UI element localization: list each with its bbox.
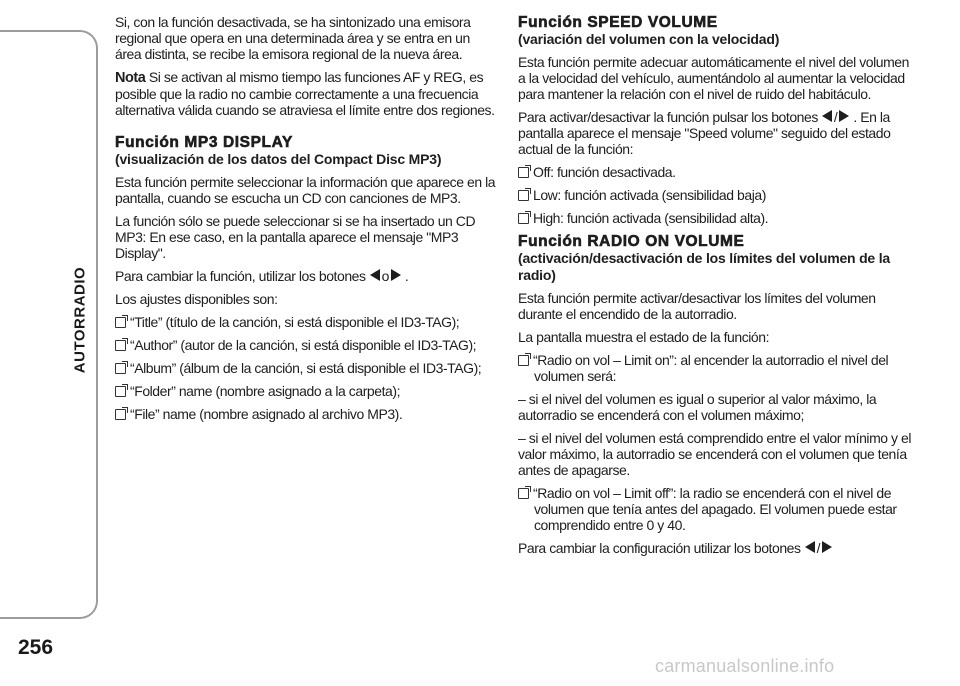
bullet-icon [518, 167, 529, 178]
paragraph-text: Para cambiar la función, utilizar los botones [115, 268, 366, 284]
bullet-icon [115, 386, 126, 397]
bullet-icon [518, 190, 529, 201]
list-item [115, 383, 499, 399]
right-arrow-button-icon [839, 110, 849, 122]
list-item [518, 352, 918, 384]
right-arrow-button-icon [391, 269, 401, 281]
bullet-icon [518, 213, 529, 224]
radio-on-volume-heading: Función RADIO ON VOLUME [518, 233, 745, 250]
paragraph [518, 109, 918, 157]
list-item-text: “Author” (autor de la canción, si está disponible el ID3-TAG); [130, 337, 477, 353]
list-item-text: “Folder” name (nombre asignado a la carpeta); [130, 383, 401, 399]
paragraph: Esta función permite seleccionar la información que aparece en la pantalla, cuando se escucha un CD con canciones de MP3. [115, 174, 496, 206]
bullet-icon [115, 317, 126, 328]
paragraph: La función sólo se puede seleccionar si se ha insertado un CD MP3: En ese caso, en la pantalla aparece el mensaje "MP3 Display". [115, 213, 476, 261]
list-item-text: “Album” (álbum de la canción, si está disponible el ID3-TAG); [130, 360, 482, 376]
list-item [518, 187, 918, 203]
list-item [115, 406, 499, 422]
left-arrow-button-icon [822, 110, 832, 122]
section-tab [0, 0, 98, 686]
paragraph: – si el nivel del volumen está comprendido entre el valor mínimo y el valor máximo, la autorradio se encenderá con el volumen que tenía antes de apagarse. [518, 430, 912, 478]
list-item [115, 360, 499, 376]
list-item-text: “Radio on vol – Limit off”: la radio se encenderá con el nivel de volumen que tenía antes del apagado. El volumen puede estar comprendido entre 0 y 40. [533, 485, 897, 533]
mp3-display-heading: Función MP3 DISPLAY [115, 134, 293, 151]
paragraph-text: . En la pantalla aparece el mensaje "Speed volume" seguido del estado actual de la función: [518, 109, 891, 157]
list-item-text: Low: función activada (sensibilidad baja) [533, 187, 766, 203]
bullet-icon [115, 340, 126, 351]
paragraph: La pantalla muestra el estado de la función: [518, 329, 770, 345]
bullet-icon [115, 409, 126, 420]
list-item [115, 337, 499, 353]
paragraph [115, 268, 499, 284]
list-item [115, 314, 499, 330]
left-column [115, 14, 499, 429]
paragraph: Si, con la función desactivada, se ha sintonizado una emisora regional que opera en una determinada área y se entra en un área distinta, se recibe la emisora regional de la nueva área. [115, 14, 471, 62]
list-item [518, 210, 918, 226]
note-paragraph [115, 69, 499, 118]
connector-text: o [381, 268, 389, 284]
left-arrow-button-icon [370, 269, 380, 281]
paragraph [518, 540, 918, 556]
paragraph: Los ajustes disponibles son: [115, 291, 278, 307]
list-item [518, 164, 918, 180]
page-number: 256 [18, 636, 54, 659]
paragraph-text: Para activar/desactivar la función pulsar los botones [518, 109, 818, 125]
paragraph-end: . [404, 268, 409, 284]
list-item-text: “Radio on vol – Limit on”: al encender la autorradio el nivel del volumen será: [533, 352, 889, 384]
paragraph: Esta función permite adecuar automáticamente el nivel del volumen a la velocidad del vehículo, aumentándolo al aumentar la velocidad para mantener la relación con el nivel de ruido del habitáculo. [518, 54, 909, 102]
mp3-display-subheading: (visualización de los datos del Compact Disc MP3) [115, 151, 442, 167]
list-item [518, 485, 918, 533]
list-item-text: “Title” (título de la canción, si está disponible el ID3-TAG); [130, 314, 460, 330]
paragraph: Esta función permite activar/desactivar los límites del volumen durante el encendido de la autorradio. [518, 290, 876, 322]
list-item-text: Off: función desactivada. [533, 164, 676, 180]
note-label: Nota [115, 70, 146, 86]
section-label: AUTORRADIO [71, 266, 89, 374]
bullet-icon [518, 355, 529, 366]
paragraph: – si el nivel del volumen es igual o superior al valor máximo, la autorradio se encenderá con el volumen máximo; [518, 391, 877, 423]
list-item-text: High: función activada (sensibilidad alta). [533, 210, 769, 226]
watermark: carmanualsonline.info [655, 656, 835, 676]
speed-volume-heading: Función SPEED VOLUME [518, 14, 718, 31]
left-arrow-button-icon [805, 541, 815, 553]
speed-volume-subheading: (variación del volumen con la velocidad) [518, 31, 780, 47]
right-column [518, 14, 918, 563]
separator: / [816, 540, 821, 556]
bullet-icon [518, 488, 529, 499]
note-text: Si se activan al mismo tiempo las funciones AF y REG, es posible que la radio no cambie correctamente a una frecuencia alternativa válida cuando se atraviesa el límite entre dos regiones. [115, 69, 495, 118]
separator: / [833, 109, 838, 125]
radio-on-volume-subheading: (activación/desactivación de los límites del volumen de la radio) [518, 250, 890, 283]
right-arrow-button-icon [822, 541, 832, 553]
paragraph-text: Para cambiar la configuración utilizar los botones [518, 540, 801, 556]
list-item-text: “File” name (nombre asignado al archivo MP3). [130, 406, 403, 422]
bullet-icon [115, 363, 126, 374]
